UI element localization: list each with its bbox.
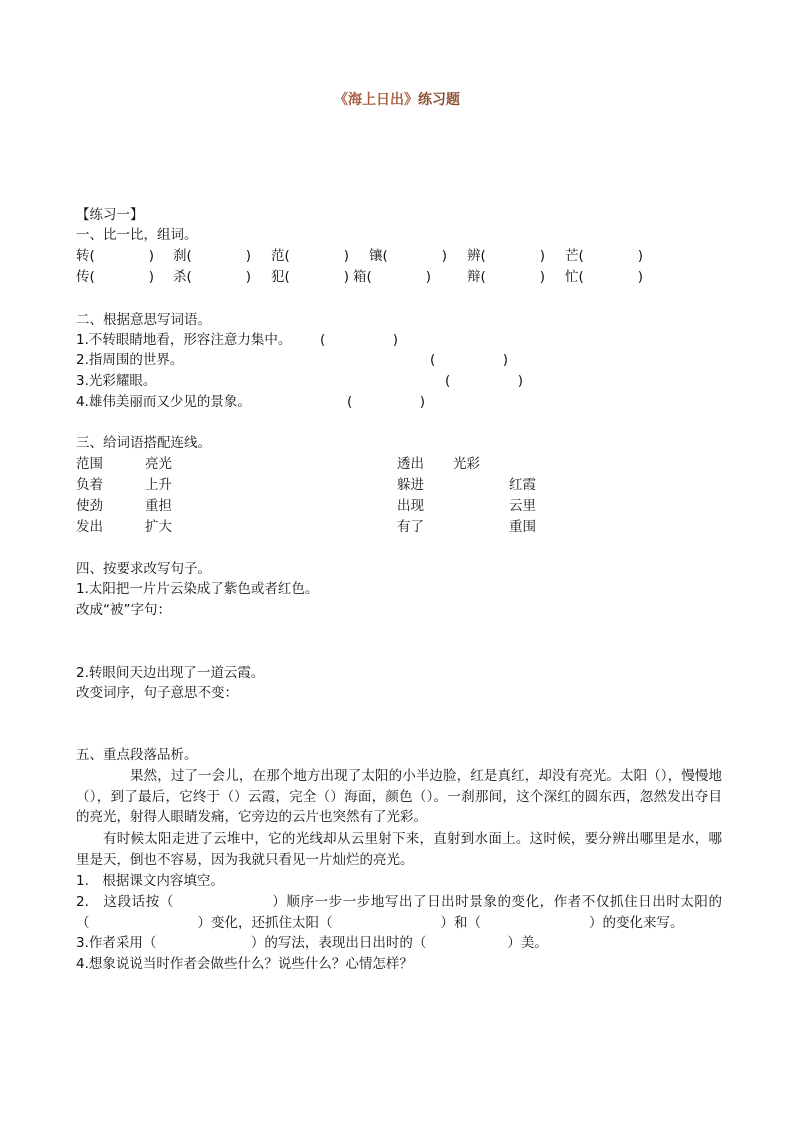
q4-sentence-2: 2.转眼间天边出现了一道云霞。 — [76, 665, 265, 681]
q5-paragraph-2: 有时候太阳走进了云堆中，它的光线却从云里射下来，直射到水面上。这时候，要分辨出哪里是水，哪里是天，倒也不容易，因为我就只看见一片灿烂的亮光。 — [76, 831, 722, 868]
q2-item-2-blank: ( ) — [430, 352, 509, 368]
q2-heading: 二、根据意思写词语。 — [76, 312, 211, 328]
q1-row1-item-1: 转( ) — [76, 248, 155, 264]
q1-row2-item-1: 传( ) — [76, 269, 155, 285]
q5-heading: 五、重点段落品析。 — [76, 747, 198, 763]
q3-heading: 三、给词语搭配连线。 — [76, 435, 211, 451]
page-title — [0, 90, 794, 110]
q1-row2-item-3: 犯( ) — [271, 269, 350, 285]
q4-sentence-1: 1.太阳把一片片云染成了紫色或者红色。 — [76, 581, 319, 597]
q1-heading: 一、比一比，组词。 — [76, 227, 198, 243]
q3-right-a-2: 躲进 — [397, 477, 424, 493]
q1-row1-item-4: 镶( ) — [369, 248, 448, 264]
section-label: 【练习一】 — [76, 207, 144, 223]
q5-item-1: 1. 根据课文内容填空。 — [76, 873, 224, 889]
q3-right-b-2: 红霞 — [509, 477, 536, 493]
q5-item-3: 3.作者采用（ ）的写法，表现出日出时的（ ）美。 — [76, 935, 548, 951]
q2-item-2-text: 2.指周围的世界。 — [76, 352, 184, 368]
q1-row2-item-4: 箱( ) — [353, 269, 432, 285]
q1-row1-item-3: 范( ) — [271, 248, 350, 264]
q3-left-b-3: 重担 — [145, 498, 172, 514]
q1-row2-item-2: 杀( ) — [173, 269, 252, 285]
q3-right-a-4: 有了 — [397, 519, 424, 535]
q3-right-b-3: 云里 — [509, 498, 536, 514]
q3-left-b-2: 上升 — [145, 477, 172, 493]
q2-item-1-text: 1.不转眼睛地看，形容注意力集中。 — [76, 332, 292, 348]
q1-row2-item-5: 辩( ) — [467, 269, 546, 285]
q2-item-4-blank: ( ) — [347, 394, 426, 410]
q2-item-4-text: 4.雄伟美丽而又少见的景象。 — [76, 394, 251, 410]
q2-item-3-text: 3.光彩耀眼。 — [76, 373, 157, 389]
q2-item-3-blank: ( ) — [445, 373, 524, 389]
q1-row1-item-6: 芒( ) — [565, 248, 644, 264]
q4-requirement-1: 改成“被”字句： — [76, 602, 171, 618]
q3-left-a-3: 使劲 — [76, 498, 103, 514]
q3-left-b-1: 亮光 — [145, 456, 172, 472]
q3-left-a-4: 发出 — [76, 519, 103, 535]
q3-right-b-4: 重围 — [509, 519, 536, 535]
q5-item-2: 2. 这段话按（ ）顺序一步一步地写出了日出时景象的变化，作者不仅抓住日出时太阳的（ ）变化，还抓住太阳（ ）和（ ）的变化来写。 — [76, 894, 722, 931]
q1-row2-item-6: 忙( ) — [565, 269, 644, 285]
q4-requirement-2: 改变词序，句子意思不变： — [76, 685, 238, 701]
q3-left-a-1: 范围 — [76, 456, 103, 472]
title-suffix: 练习题 — [418, 92, 460, 108]
q3-left-b-4: 扩大 — [145, 519, 172, 535]
q5-paragraph-1: 果然，过了一会儿，在那个地方出现了太阳的小半边脸，红是真红，却没有亮光。太阳（），慢慢地（），到了最后，它终于（）云霞，完全（）海面，颜色（）。一刹那间，这个深红的圆东西，忽然发出夺目的亮光，射得人眼睛发痛，它旁边的云片也突然有了光彩。 — [76, 768, 722, 825]
q3-right-a-1: 透出 — [397, 456, 424, 472]
q5-item-4: 4.想象说说当时作者会做些什么？说些什么？心情怎样？ — [76, 956, 413, 972]
q3-right-b-1: 光彩 — [453, 456, 480, 472]
title-main: 《海上日出》 — [334, 92, 418, 108]
q1-row1-item-2: 刹( ) — [173, 248, 252, 264]
q3-left-a-2: 负着 — [76, 477, 103, 493]
q1-row1-item-5: 辨( ) — [467, 248, 546, 264]
q2-item-1-blank: ( ) — [320, 332, 399, 348]
q4-heading: 四、按要求改写句子。 — [76, 561, 211, 577]
q3-right-a-3: 出现 — [397, 498, 424, 514]
